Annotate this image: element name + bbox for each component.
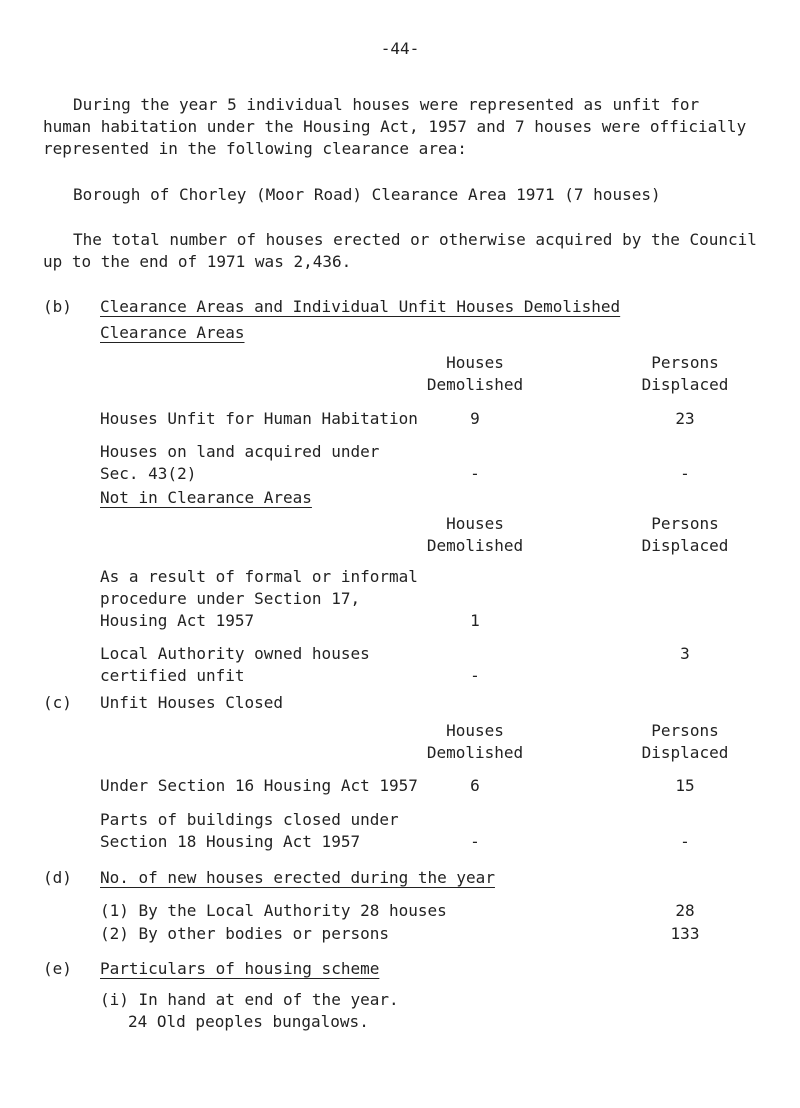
page-number: -44- <box>380 39 420 58</box>
nc-houses-header-1: Houses <box>446 514 504 533</box>
c-persons-header-2: Displaced <box>641 743 729 762</box>
intro-line-3: represented in the following clearance area: <box>43 139 467 158</box>
ca-row-1-persons: 23 <box>675 409 695 428</box>
c-houses-header-2: Demolished <box>426 743 524 762</box>
total-houses-line-1: The total number of houses erected or otherwise acquired by the Council <box>73 230 757 249</box>
nc-row-2-line-2: certified unfit <box>100 666 245 685</box>
section-d-label: (d) <box>43 868 72 887</box>
ca-row-2-houses: - <box>470 464 480 483</box>
nc-persons-header-2: Displaced <box>641 536 729 555</box>
nc-persons-header-1: Persons <box>651 514 719 533</box>
c-row-2-line-2: Section 18 Housing Act 1957 <box>100 832 361 851</box>
c-row-2-line-1: Parts of buildings closed under <box>100 810 399 829</box>
section-e-label: (e) <box>43 959 72 978</box>
c-row-1-persons: 15 <box>675 776 695 795</box>
e-item-line-2: 24 Old peoples bungalows. <box>128 1012 369 1031</box>
nc-row-1-line-1: As a result of formal or informal <box>100 567 418 586</box>
c-houses-header-1: Houses <box>446 721 504 740</box>
section-b-label: (b) <box>43 297 72 316</box>
ca-row-2-label-2: Sec. 43(2) <box>100 464 197 483</box>
c-row-1-houses: 6 <box>470 776 480 795</box>
nc-row-2-line-1: Local Authority owned houses <box>100 644 370 663</box>
section-c-title: Unfit Houses Closed <box>100 693 284 712</box>
nc-row-1-line-2: procedure under Section 17, <box>100 589 361 608</box>
intro-line-2: human habitation under the Housing Act, 1957 and 7 houses were officially <box>43 117 747 136</box>
c-row-1-label: Under Section 16 Housing Act 1957 <box>100 776 418 795</box>
clearance-areas-subtitle: Clearance Areas <box>100 323 245 342</box>
ca-houses-header-2: Demolished <box>426 375 524 394</box>
nc-row-2-houses: - <box>470 666 480 685</box>
clearance-area-line: Borough of Chorley (Moor Road) Clearance Area 1971 (7 houses) <box>73 185 661 204</box>
nc-row-1-line-3: Housing Act 1957 <box>100 611 255 630</box>
d-item-2-value: 133 <box>670 924 700 943</box>
d-item-1-label: (1) By the Local Authority 28 houses <box>100 901 447 920</box>
ca-persons-header-2: Displaced <box>641 375 729 394</box>
ca-houses-header-1: Houses <box>446 353 504 372</box>
ca-persons-header-1: Persons <box>651 353 719 372</box>
section-d-title: No. of new houses erected during the year <box>100 868 495 887</box>
section-b-title: Clearance Areas and Individual Unfit Houses Demolished <box>100 297 621 316</box>
ca-row-2-label-1: Houses on land acquired under <box>100 442 380 461</box>
ca-row-1-houses: 9 <box>470 409 480 428</box>
c-row-2-houses: - <box>470 832 480 851</box>
nc-houses-header-2: Demolished <box>426 536 524 555</box>
c-persons-header-1: Persons <box>651 721 719 740</box>
ca-row-1-label: Houses Unfit for Human Habitation <box>100 409 418 428</box>
section-c-label: (c) <box>43 693 72 712</box>
e-item-line-1: (i) In hand at end of the year. <box>100 990 399 1009</box>
d-item-2-label: (2) By other bodies or persons <box>100 924 389 943</box>
nc-row-2-persons: 3 <box>680 644 690 663</box>
section-e-title: Particulars of housing scheme <box>100 959 380 978</box>
total-houses-line-2: up to the end of 1971 was 2,436. <box>43 252 352 271</box>
not-in-clearance-subtitle: Not in Clearance Areas <box>100 488 312 507</box>
c-row-2-persons: - <box>680 832 690 851</box>
ca-row-2-persons: - <box>680 464 690 483</box>
d-item-1-value: 28 <box>675 901 695 920</box>
nc-row-1-houses: 1 <box>470 611 480 630</box>
intro-line-1: During the year 5 individual houses were represented as unfit for <box>73 95 700 114</box>
